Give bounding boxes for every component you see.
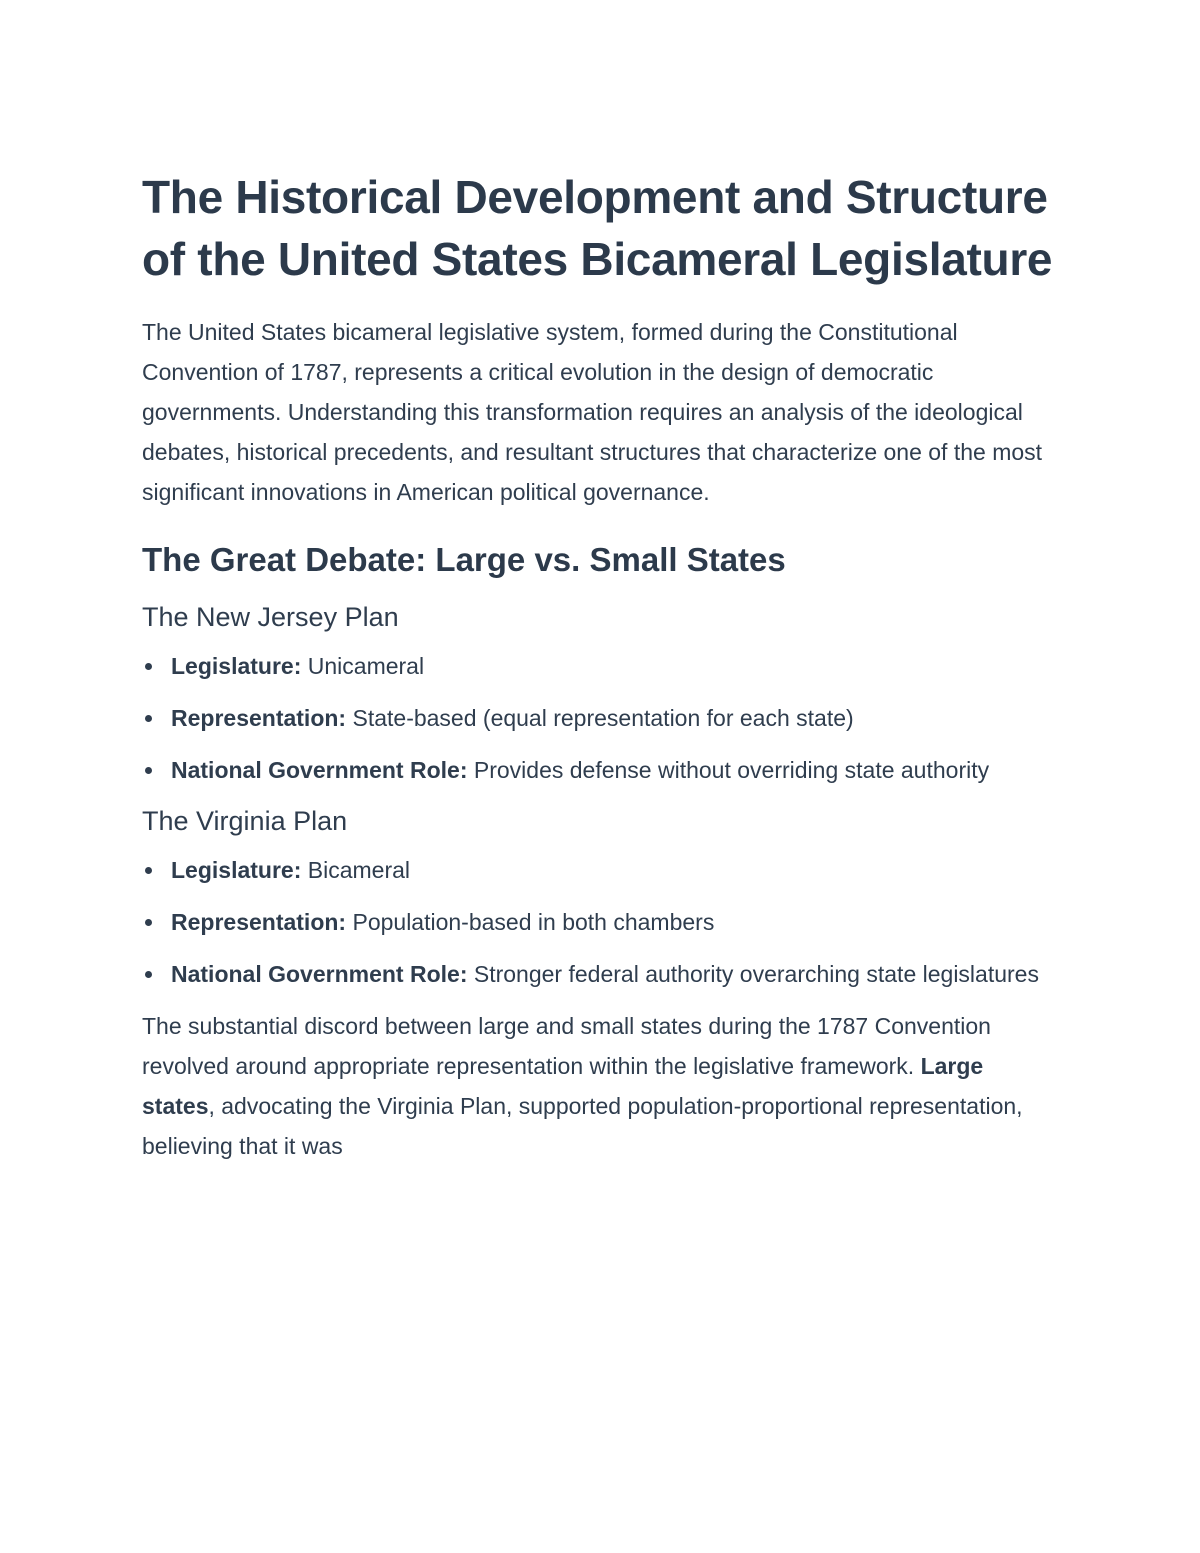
- list-item-text: Unicameral: [301, 653, 425, 679]
- list-item: [142, 850, 1062, 890]
- list-item: [142, 954, 1062, 994]
- document-page: [142, 166, 1062, 1166]
- list-item: [142, 750, 1062, 790]
- closing-text-end: , advocating the Virginia Plan, supported population-proportional representation, believing that it was: [142, 1093, 1023, 1159]
- list-item-term: National Government Role:: [171, 961, 468, 987]
- plan-virginia: [142, 802, 1062, 994]
- plan-list: [142, 646, 1062, 790]
- list-item-text: State-based (equal representation for each state): [346, 705, 854, 731]
- closing-paragraph: [142, 1006, 1062, 1166]
- list-item-text: Bicameral: [301, 857, 411, 883]
- list-item: [142, 646, 1062, 686]
- section-heading: The Great Debate: Large vs. Small States: [142, 541, 786, 578]
- bullet-icon: [145, 867, 152, 874]
- list-item-text: Stronger federal authority overarching state legislatures: [467, 961, 1039, 987]
- list-item-term: Representation:: [171, 705, 347, 731]
- list-item: [142, 902, 1062, 942]
- bullet-icon: [145, 971, 152, 978]
- plan-heading: The Virginia Plan: [142, 806, 348, 836]
- bullet-icon: [145, 919, 152, 926]
- list-item-term: Representation:: [171, 909, 347, 935]
- intro-paragraph: The United States bicameral legislative system, formed during the Constitutional Convention of 1787, represents a critical evolution in the design of democratic governments. Understanding this transformation requires an analysis of the ideological debates, historical precedents, and resultant structures that characterize one of the most significant innovations in American political governance.: [142, 319, 1043, 505]
- list-item-text: Population-based in both chambers: [346, 909, 715, 935]
- bullet-icon: [145, 715, 152, 722]
- document-title: The Historical Development and Structure of the United States Bicameral Legislature: [142, 171, 1053, 285]
- bullet-icon: [145, 663, 152, 670]
- closing-bold-term: Large states: [142, 1053, 984, 1119]
- list-item-term: Legislature:: [171, 857, 302, 883]
- list-item: [142, 698, 1062, 738]
- list-item-term: National Government Role:: [171, 757, 468, 783]
- bullet-icon: [145, 767, 152, 774]
- list-item-text: Provides defense without overriding state authority: [467, 757, 990, 783]
- plan-list: [142, 850, 1062, 994]
- list-item-term: Legislature:: [171, 653, 302, 679]
- plan-new-jersey: [142, 598, 1062, 790]
- plan-heading: The New Jersey Plan: [142, 602, 399, 632]
- closing-text-start: The substantial discord between large and small states during the 1787 Convention revolved around appropriate representation within the legislative framework.: [142, 1013, 991, 1079]
